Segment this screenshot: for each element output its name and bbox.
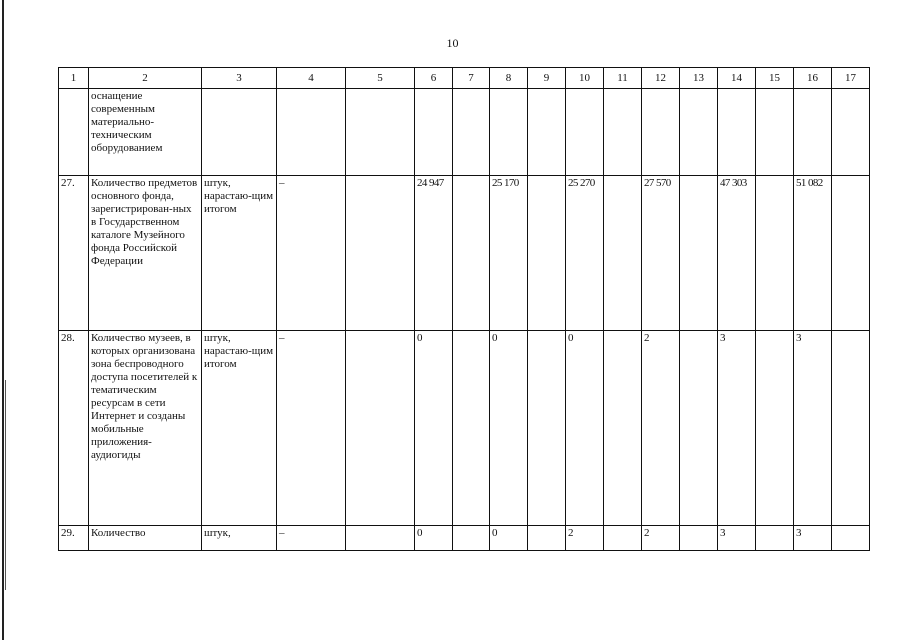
indicator-name-cell: Количество предметов основного фонда, зарегистрирован-ных в Государственном каталоге Музейного фонда Российской Федерации xyxy=(89,176,202,331)
unit-cell: штук, нарастаю-щим итогом xyxy=(202,176,277,331)
value-cell: 0 xyxy=(490,331,528,526)
column-header: 10 xyxy=(566,68,604,89)
value-cell xyxy=(756,331,794,526)
column-header: 7 xyxy=(453,68,490,89)
value-cell: 2 xyxy=(642,526,680,551)
column-header: 2 xyxy=(89,68,202,89)
value-cell xyxy=(604,89,642,176)
value-cell: 3 xyxy=(718,526,756,551)
value-cell xyxy=(756,176,794,331)
page-number: 10 xyxy=(446,36,459,50)
value-cell: 47 303 xyxy=(718,176,756,331)
value-cell xyxy=(680,176,718,331)
value-cell xyxy=(832,176,870,331)
value-cell xyxy=(453,526,490,551)
value-cell xyxy=(528,331,566,526)
column-header: 1 xyxy=(59,68,89,89)
row-number-cell xyxy=(59,89,89,176)
value-cell xyxy=(756,526,794,551)
indicator-name-cell: Количество музеев, в которых организована зона беспроводного доступа посетителей к тематическим ресурсам в сети Интернет и созданы мобильные приложения-аудиогиды xyxy=(89,331,202,526)
table-cell: – xyxy=(277,331,346,526)
value-cell: 2 xyxy=(642,331,680,526)
value-cell xyxy=(528,89,566,176)
value-cell: 0 xyxy=(415,331,453,526)
column-header: 13 xyxy=(680,68,718,89)
indicator-name-cell: Количество xyxy=(89,526,202,551)
column-header: 12 xyxy=(642,68,680,89)
value-cell xyxy=(680,526,718,551)
value-cell xyxy=(832,89,870,176)
page-edge-rule-secondary xyxy=(5,380,6,590)
table-row xyxy=(59,331,870,526)
table-cell xyxy=(346,89,415,176)
unit-cell xyxy=(202,89,277,176)
value-cell xyxy=(680,89,718,176)
column-header: 9 xyxy=(528,68,566,89)
indicator-name-cell: оснащение современным материально-техническим оборудованием xyxy=(89,89,202,176)
value-cell: 0 xyxy=(415,526,453,551)
column-header: 6 xyxy=(415,68,453,89)
column-header: 4 xyxy=(277,68,346,89)
table-cell xyxy=(346,526,415,551)
value-cell xyxy=(680,331,718,526)
column-header: 17 xyxy=(832,68,870,89)
value-cell: 24 947 xyxy=(415,176,453,331)
value-cell: 0 xyxy=(566,331,604,526)
table-cell xyxy=(346,176,415,331)
value-cell xyxy=(794,89,832,176)
value-cell xyxy=(528,526,566,551)
page-edge-rule xyxy=(2,0,4,640)
table-row xyxy=(59,176,870,331)
value-cell: 27 570 xyxy=(642,176,680,331)
value-cell xyxy=(832,331,870,526)
value-cell xyxy=(566,89,604,176)
value-cell xyxy=(604,526,642,551)
value-cell: 25 170 xyxy=(490,176,528,331)
value-cell: 2 xyxy=(566,526,604,551)
value-cell xyxy=(453,89,490,176)
indicators-table xyxy=(58,67,870,551)
value-cell: 3 xyxy=(794,331,832,526)
column-header: 3 xyxy=(202,68,277,89)
table-row xyxy=(59,89,870,176)
column-header: 11 xyxy=(604,68,642,89)
row-number-cell: 28. xyxy=(59,331,89,526)
value-cell xyxy=(453,331,490,526)
value-cell xyxy=(832,526,870,551)
unit-cell: штук, xyxy=(202,526,277,551)
value-cell: 3 xyxy=(718,331,756,526)
value-cell xyxy=(604,331,642,526)
column-header: 8 xyxy=(490,68,528,89)
table-cell: – xyxy=(277,526,346,551)
value-cell xyxy=(642,89,680,176)
table-cell xyxy=(346,331,415,526)
column-header: 14 xyxy=(718,68,756,89)
value-cell xyxy=(415,89,453,176)
table-cell xyxy=(277,89,346,176)
row-number-cell: 29. xyxy=(59,526,89,551)
value-cell xyxy=(528,176,566,331)
table-row xyxy=(59,526,870,551)
unit-cell: штук, нарастаю-щим итогом xyxy=(202,331,277,526)
value-cell xyxy=(604,176,642,331)
value-cell: 51 082 xyxy=(794,176,832,331)
value-cell: 25 270 xyxy=(566,176,604,331)
value-cell: 0 xyxy=(490,526,528,551)
table-cell: – xyxy=(277,176,346,331)
value-cell: 3 xyxy=(794,526,832,551)
value-cell xyxy=(718,89,756,176)
value-cell xyxy=(453,176,490,331)
column-number-header-row xyxy=(59,68,870,89)
column-header: 16 xyxy=(794,68,832,89)
column-header: 5 xyxy=(346,68,415,89)
value-cell xyxy=(756,89,794,176)
column-header: 15 xyxy=(756,68,794,89)
row-number-cell: 27. xyxy=(59,176,89,331)
value-cell xyxy=(490,89,528,176)
